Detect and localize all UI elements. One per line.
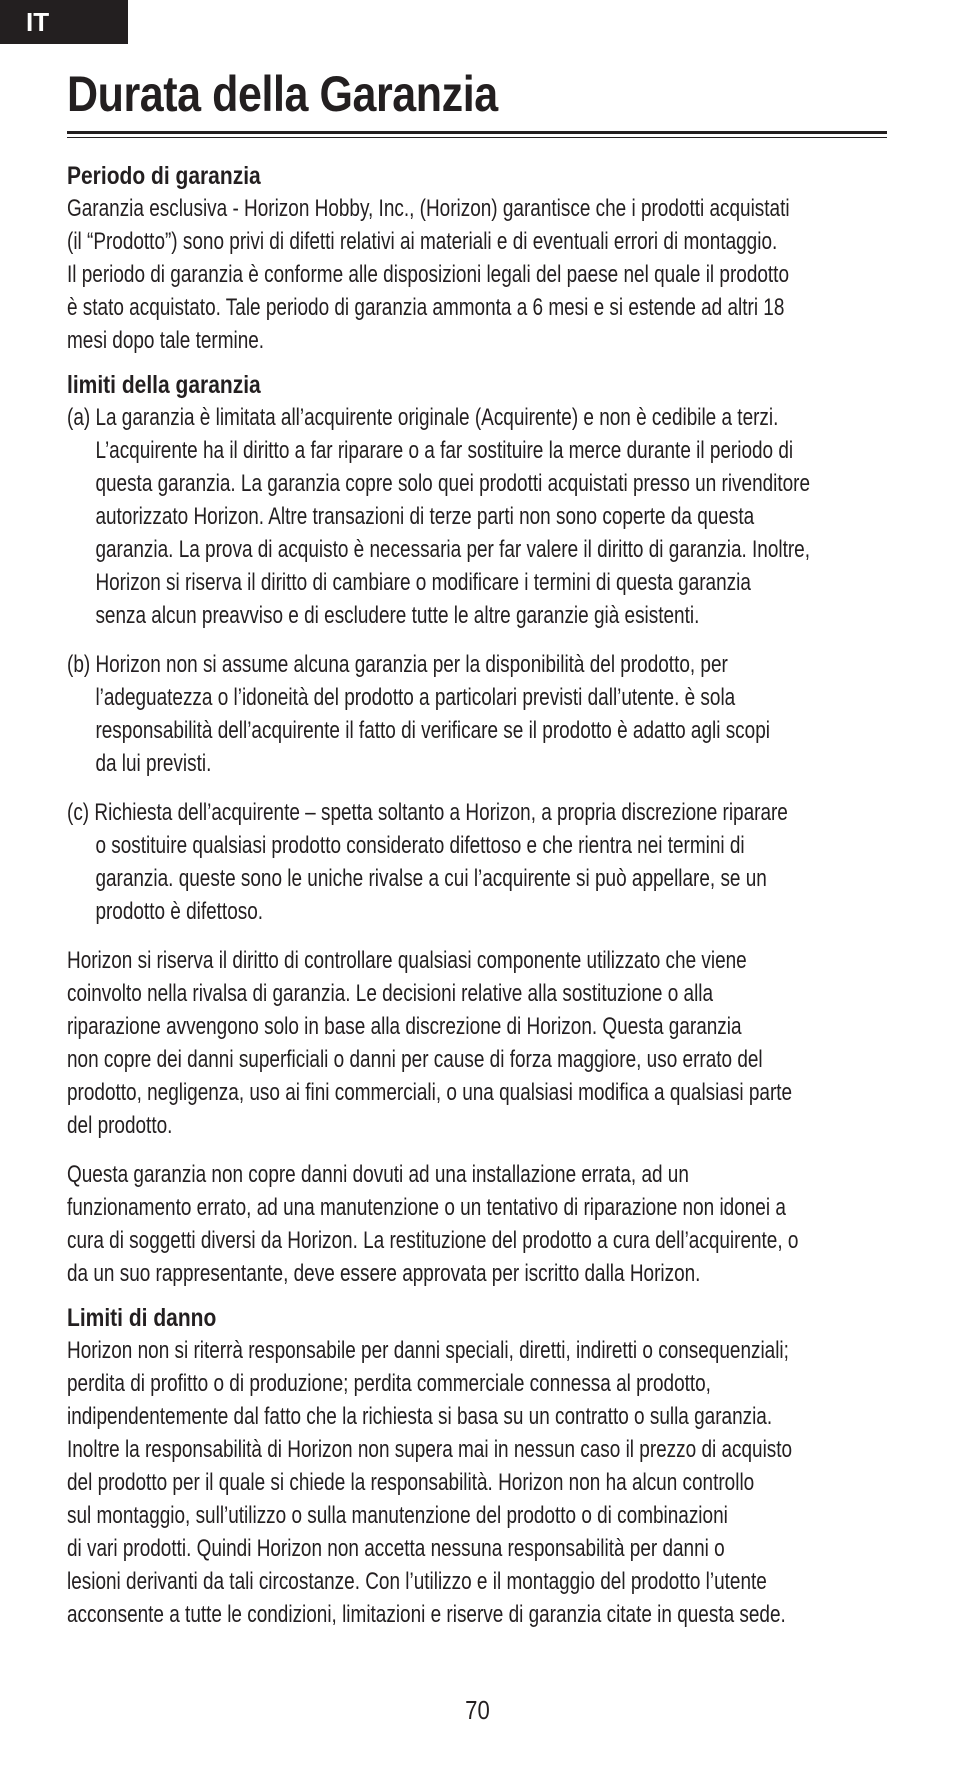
text-line: Horizon si riserva il diritto di controllare qualsiasi componente utilizzato che viene bbox=[67, 947, 747, 974]
language-tab: IT bbox=[0, 0, 128, 44]
danno-paragraph bbox=[67, 1334, 887, 1631]
page-title: Durata della Garanzia bbox=[67, 66, 498, 122]
text-line: responsabilità dell’acquirente il fatto di verificare se il prodotto è adatto agli scopi bbox=[95, 717, 770, 744]
document-body bbox=[67, 160, 887, 1631]
text-line: (il “Prodotto”) sono privi di difetti relativi ai materiali e di eventuali errori di montaggio. bbox=[67, 228, 778, 255]
text-line: non copre dei danni superficiali o danni per cause di forza maggiore, uso errato del bbox=[67, 1046, 763, 1073]
text-line: è stato acquistato. Tale periodo di garanzia ammonta a 6 mesi e si estende ad altri 18 bbox=[67, 294, 785, 321]
text-line: acconsente a tutte le condizioni, limitazioni e riserve di garanzia citate in questa sede. bbox=[67, 1601, 786, 1628]
text-line: cura di soggetti diversi da Horizon. La restituzione del prodotto a cura dell’acquirente, o bbox=[67, 1227, 799, 1254]
text-line: Horizon si riserva il diritto di cambiare o modificare i termini di questa garanzia bbox=[95, 569, 751, 596]
text-line: l’adeguatezza o l’idoneità del prodotto a particolari previsti dall’utente. è sola bbox=[95, 684, 736, 711]
text-line: (b) Horizon non si assume alcuna garanzia per la disponibilità del prodotto, per bbox=[67, 651, 728, 678]
text-line: di vari prodotti. Quindi Horizon non accetta nessuna responsabilità per danni o bbox=[67, 1535, 725, 1562]
page-number bbox=[0, 1694, 954, 1726]
text-line: senza alcun preavviso e di escludere tutte le altre garanzie già esistenti. bbox=[95, 602, 700, 629]
text-line: indipendentemente dal fatto che la richiesta si basa su un contratto o sulla garanzia. bbox=[67, 1403, 773, 1430]
text-line: L’acquirente ha il diritto a far riparare o a far sostituire la merce durante il periodo di bbox=[95, 437, 794, 464]
page-number-text: 70 bbox=[464, 1695, 490, 1725]
text-line: garanzia. La prova di acquisto è necessaria per far valere il diritto di garanzia. Inoltre, bbox=[95, 536, 810, 563]
list-item-b bbox=[67, 648, 887, 780]
text-line: Garanzia esclusiva - Horizon Hobby, Inc., (Horizon) garantisce che i prodotti acquistati bbox=[67, 195, 790, 222]
text-line: Horizon non si riterrà responsabile per danni speciali, diretti, indiretti o consequenziali; bbox=[67, 1337, 789, 1364]
text-line: prodotto è difettoso. bbox=[95, 898, 264, 925]
text-line: Questa garanzia non copre danni dovuti ad una installazione errata, ad un bbox=[67, 1161, 689, 1188]
list-item-a bbox=[67, 401, 887, 632]
text-line: garanzia. queste sono le uniche rivalse a cui l’acquirente si può appellare, se un bbox=[95, 865, 767, 892]
heading-limiti-della-garanzia: limiti della garanzia bbox=[67, 371, 261, 399]
limiti-paragraph-1 bbox=[67, 944, 887, 1142]
text-line: sul montaggio, sull’utilizzo o sulla manutenzione del prodotto o di combinazioni bbox=[67, 1502, 728, 1529]
text-line: riparazione avvengono solo in base alla discrezione di Horizon. Questa garanzia bbox=[67, 1013, 742, 1040]
text-line: del prodotto per il quale si chiede la responsabilità. Horizon non ha alcun controllo bbox=[67, 1469, 755, 1496]
text-line: autorizzato Horizon. Altre transazioni di terze parti non sono coperte da questa bbox=[95, 503, 755, 530]
text-line: perdita di profitto o di produzione; perdita commerciale connessa al prodotto, bbox=[67, 1370, 711, 1397]
text-line: (a) La garanzia è limitata all’acquirente originale (Acquirente) e non è cedibile a terzi. bbox=[67, 404, 779, 431]
text-line: prodotto, negligenza, uso ai fini commerciali, o una qualsiasi modifica a qualsiasi parte bbox=[67, 1079, 793, 1106]
text-line: del prodotto. bbox=[67, 1112, 173, 1139]
text-line: Inoltre la responsabilità di Horizon non supera mai in nessun caso il prezzo di acquisto bbox=[67, 1436, 793, 1463]
list-item-c bbox=[67, 796, 887, 928]
text-line: questa garanzia. La garanzia copre solo quei prodotti acquistati presso un rivenditore bbox=[95, 470, 811, 497]
text-line: funzionamento errato, ad una manutenzione o un tentativo di riparazione non idonei a bbox=[67, 1194, 786, 1221]
text-line: da lui previsti. bbox=[95, 750, 212, 777]
text-line: o sostituire qualsiasi prodotto considerato difettoso e che rientra nei termini di bbox=[95, 832, 745, 859]
periodo-paragraph bbox=[67, 192, 887, 357]
heading-limiti-di-danno: Limiti di danno bbox=[67, 1304, 217, 1332]
title-rule-thin bbox=[67, 137, 887, 138]
limiti-paragraph-2 bbox=[67, 1158, 887, 1290]
text-line: lesioni derivanti da tali circostanze. Con l’utilizzo e il montaggio del prodotto l’utente bbox=[67, 1568, 767, 1595]
text-line: da un suo rappresentante, deve essere approvata per iscritto dalla Horizon. bbox=[67, 1260, 701, 1287]
title-rule-thick bbox=[67, 131, 887, 134]
text-line: Il periodo di garanzia è conforme alle disposizioni legali del paese nel quale il prodotto bbox=[67, 261, 789, 288]
text-line: mesi dopo tale termine. bbox=[67, 327, 265, 354]
text-line: coinvolto nella rivalsa di garanzia. Le decisioni relative alla sostituzione o alla bbox=[67, 980, 714, 1007]
text-line: (c) Richiesta dell’acquirente – spetta soltanto a Horizon, a propria discrezione riparare bbox=[67, 799, 788, 826]
heading-periodo-di-garanzia: Periodo di garanzia bbox=[67, 162, 261, 190]
